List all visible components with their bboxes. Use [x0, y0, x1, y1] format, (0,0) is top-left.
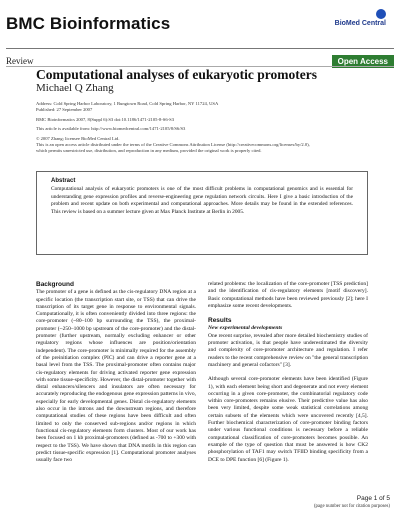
- citation: BMC Bioinformatics 2007, 8(Suppl 6):S3 doi:10.1186/1471-2105-8-S6-S3: [36, 117, 175, 122]
- article-url[interactable]: This article is available from: http://www.biomedcentral.com/1471-2105/8/S6/S3: [36, 126, 186, 131]
- background-heading: Background: [36, 281, 74, 288]
- left-column: [36, 281, 196, 464]
- right-column: [208, 281, 368, 464]
- results-heading: Results: [208, 317, 232, 325]
- author-address: Address: Cold Spring Harbor Laboratory, 1 Bungtown Road, Cold Spring Harbor, NY 11724, USA: [36, 101, 219, 106]
- license-line-2: which permits unrestricted use, distribution, and reproduction in any medium, provided the original work is properly cited.: [36, 148, 262, 153]
- article-type: Review: [6, 56, 34, 66]
- page-note: (page number not for citation purposes): [313, 504, 390, 509]
- published-date: Published: 27 September 2007: [36, 107, 93, 112]
- publisher-logo-icon: [376, 9, 386, 19]
- results-subheading: New experimental developments: [208, 325, 283, 332]
- publisher-name: BioMed Central: [334, 20, 386, 27]
- license-line-1: This is an open access article distributed under the terms of the Creative Commons Attribution License (http://creativecommons.org/licenses/by/2.0),: [36, 142, 310, 147]
- copyright: © 2007 Zhang; licensee BioMed Central Ltd.: [36, 136, 120, 141]
- abstract-heading: Abstract: [51, 178, 76, 184]
- abstract-text: Computational analysis of eukaryotic promoters is one of the most difficult problems in computational genomics and is essential for understanding gene expression profiles and reverse-engineering gene regulation network circuits. Here I give a basic introduction of the problem and recent update on both experimental and computational approaches. More details may be found in the extended references. This review is based on a summer lecture given at Max Planck Institute at Berlin in 2005.: [51, 186, 353, 215]
- article-title: Computational analyses of eukaryotic promoters: [36, 67, 317, 82]
- results-paragraph-1: One recent surprise, revealed after more detailed biochemistry studies of promoter activation, is that people have underestimated the diversity and complexity of core-promoter architecture and regulation. I refer readers to the recent comprehensive review on "the general transcription machinery and general cofactors" [3].: [208, 332, 368, 368]
- header-divider: [6, 48, 394, 49]
- intro-paragraph-end: related problems: the localization of the core-promoter [TSS prediction] and the identification of cis-regulatory elements [motif discovery]. Basic computational methods have been reviewed previously [2]; here I emphasize some recent developments.: [208, 281, 368, 309]
- page-number: Page 1 of 5: [356, 495, 390, 502]
- journal-name: BMC Bioinformatics: [6, 14, 171, 33]
- background-paragraph: The promoter of a gene is defined as the cis-regulatory DNA region at a specific location (the transcription start site, or TSS) that can drive the transcription of its target gene in response to environmental signals. Computationally, it is often conveniently divided into three regions: the core-promoter (~80–100 bp surrounding the TSS), the proximal-promoter (~250–1000 bp upstream of the core-promoter) and the distal-promoter (further upstream, normally excluding enhancer or other regulatory regions whose influences are position/orientation independent). The core-promoter is minimally required for the assembly of the preinitiation complex (PIC) and can drive a reporter gene at a basal level from the TSS. The proximal-promoter often contains major cis-regulatory elements for driving activated reporter gene expression with some tissue-specificity. However, the distal-promoter together with distal enhancers/silencers and insulators are often necessary for accurately reproducing the endogenous gene expression patterns in vivo, especially for early developmental genes. Distal cis-regulatory elements also occur in the introns and the downstream regions, and therefore computational studies of these regions have been difficult and often limited to only the conserved sub-regions and/or regions in which functional cis-regulatory elements form clusters. Most of our work has been focused on 1 kb proximal-promoters (defined as -700 to +300 with respect to the TSS). We have shown that DNA motifs in this region can predict tissue-specific expression [1]. Computational promoter analyses usually face two: [36, 289, 196, 464]
- article-author: Michael Q Zhang: [36, 82, 114, 94]
- open-access-badge: Open Access: [332, 55, 394, 68]
- results-paragraph-2: Although several core-promoter elements have been identified (Figure 1), with each element being short and degenerate and not every element occurring in a given core-promoter, the combinatorial regulatory code within core-promoters remains elusive. Their predictive value has also been very limited, despite some weak statistical correlations among certain subsets of the elements which were uncovered recently [4,5]. Further biochemical characterization of core-promoter binding factors under various functional conditions is necessary before a reliable computational classification of core-promoters becomes possible. An example of the type of question that must be answered is how CK2 phosphorylation of TAF1 may switch TFIID binding specificity from a DCE to DPE function [6] (Figure 1).: [208, 376, 368, 463]
- abstract-box: [36, 171, 368, 255]
